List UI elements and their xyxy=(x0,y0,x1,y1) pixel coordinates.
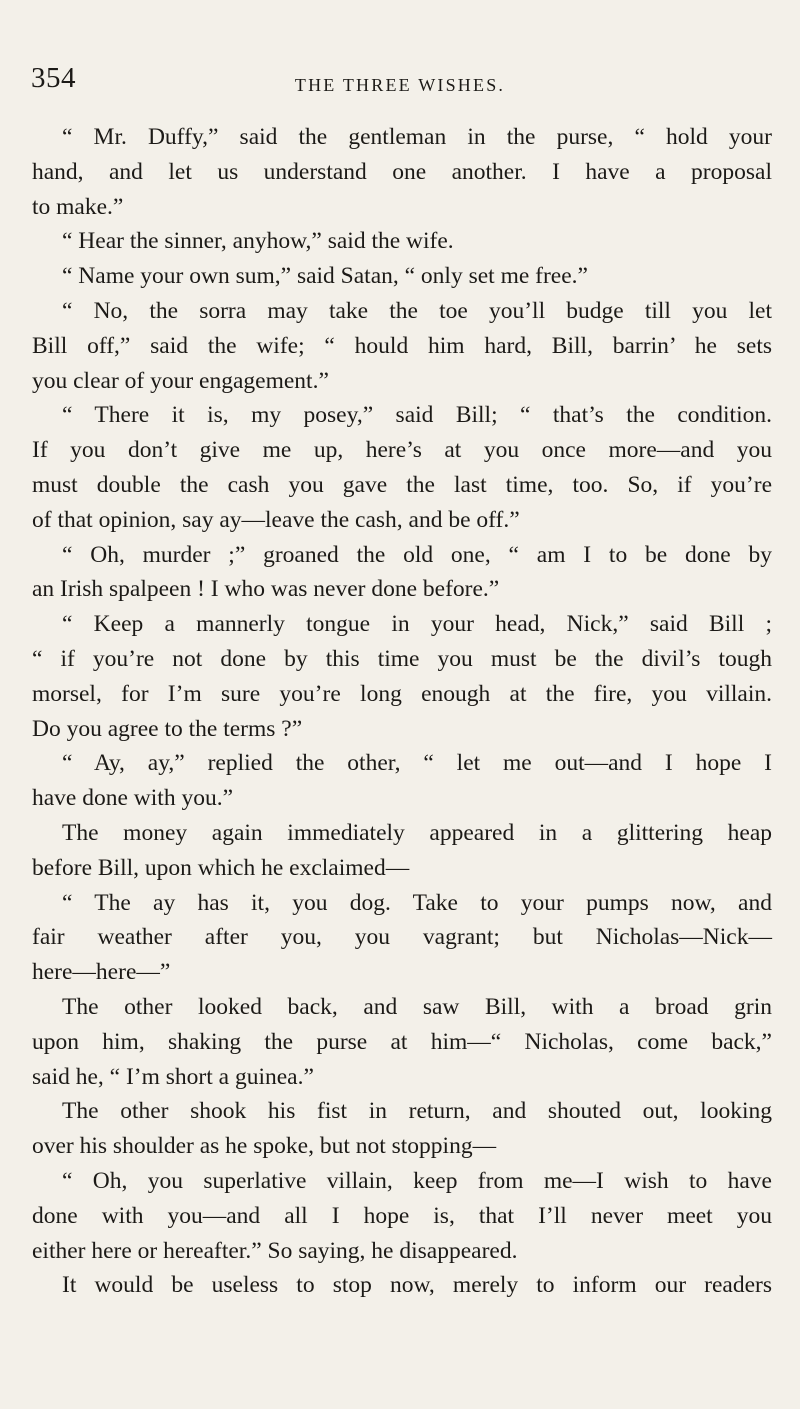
text-line: The money again immediately appeared in a glittering heap xyxy=(62,819,772,846)
text-line: to make.” xyxy=(32,193,124,220)
text-line: here—here—” xyxy=(32,959,171,986)
body-text xyxy=(32,120,772,1303)
text-line: hand, and let us understand one another. I have a proposal xyxy=(32,158,772,185)
text-line: “ Name your own sum,” said Satan, “ only set me free.” xyxy=(62,263,588,290)
text-line: Do you agree to the terms ?” xyxy=(32,715,303,742)
text-line: done with you—and all I hope is, that I’ll never meet you xyxy=(32,1202,772,1229)
running-title: THE THREE WISHES. xyxy=(294,75,506,95)
text-line: you clear of your engagement.” xyxy=(32,367,329,394)
page-number: 354 xyxy=(31,62,76,94)
text-line: upon him, shaking the purse at him—“ Nicholas, come back,” xyxy=(32,1028,772,1055)
text-line: must double the cash you gave the last time, too. So, if you’re xyxy=(32,471,772,498)
text-line: “ Oh, murder ;” groaned the old one, “ am I to be done by xyxy=(62,541,772,568)
text-line: of that opinion, say ay—leave the cash, and be off.” xyxy=(32,506,520,533)
text-line: If you don’t give me up, here’s at you once more—and you xyxy=(32,437,772,464)
text-line: “ Keep a mannerly tongue in your head, Nick,” said Bill ; xyxy=(62,611,772,638)
text-line: “ There it is, my posey,” said Bill; “ that’s the condition. xyxy=(62,402,772,429)
text-line: The other shook his fist in return, and shouted out, looking xyxy=(62,1098,772,1125)
text-line: before Bill, upon which he exclaimed— xyxy=(32,854,410,881)
text-line: “ The ay has it, you dog. Take to your pumps now, and xyxy=(62,889,772,916)
text-line: The other looked back, and saw Bill, with a broad grin xyxy=(62,993,772,1020)
text-line: “ if you’re not done by this time you must be the divil’s tough xyxy=(32,645,772,672)
text-line: It would be useless to stop now, merely to inform our readers xyxy=(62,1272,772,1299)
text-line: said he, “ I’m short a guinea.” xyxy=(32,1063,314,1090)
text-line: “ Ay, ay,” replied the other, “ let me out—and I hope I xyxy=(62,750,772,777)
text-line: either here or hereafter.” So saying, he disappeared. xyxy=(32,1237,518,1264)
text-line: “ Oh, you superlative villain, keep from me—I wish to have xyxy=(62,1167,772,1194)
text-line: have done with you.” xyxy=(32,785,234,812)
text-line: Bill off,” said the wife; “ hould him hard, Bill, barrin’ he sets xyxy=(32,332,772,359)
text-line: an Irish spalpeen ! I who was never done before.” xyxy=(32,576,500,603)
text-line: fair weather after you, you vagrant; but Nicholas—Nick— xyxy=(32,924,772,951)
text-line: “ Mr. Duffy,” said the gentleman in the purse, “ hold your xyxy=(62,124,772,150)
text-line: “ No, the sorra may take the toe you’ll budge till you let xyxy=(62,297,772,324)
text-line: over his shoulder as he spoke, but not stopping— xyxy=(32,1133,497,1160)
text-line: morsel, for I’m sure you’re long enough at the fire, you villain. xyxy=(32,680,772,707)
text-line: “ Hear the sinner, anyhow,” said the wife. xyxy=(62,228,454,255)
